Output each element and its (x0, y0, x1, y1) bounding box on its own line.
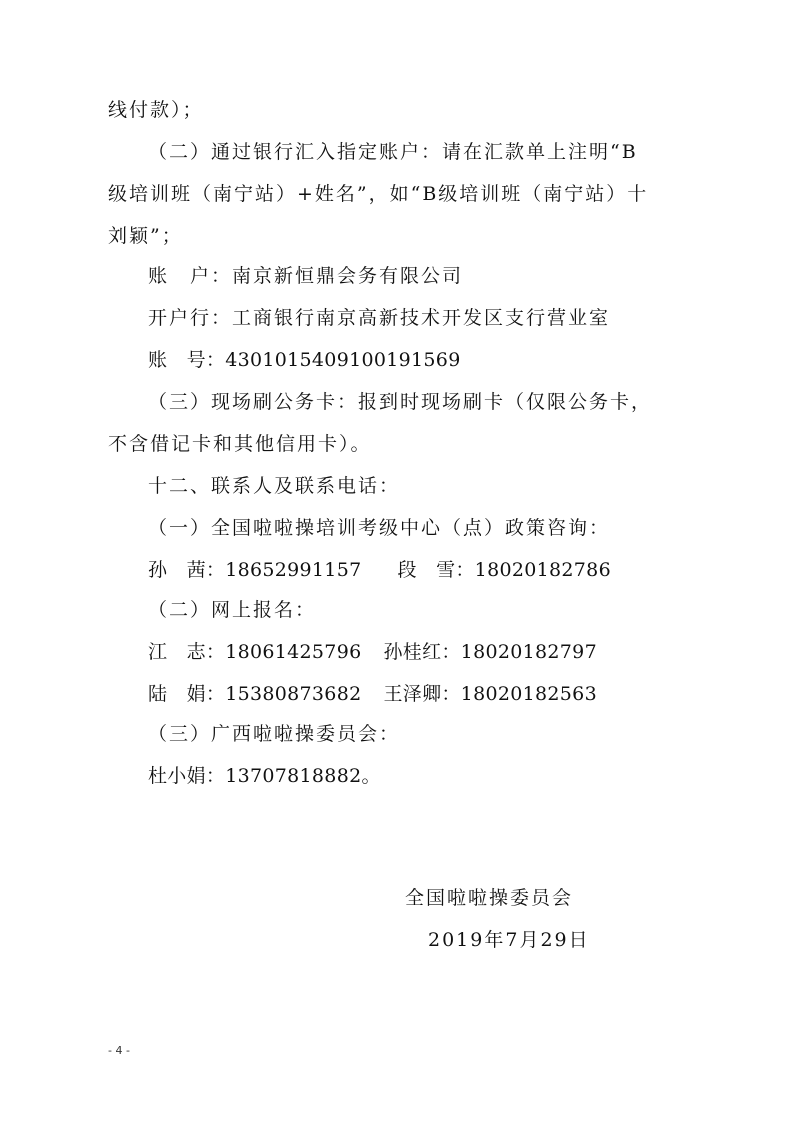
text-line-card-payment-cont: 不含借记卡和其他信用卡）。 (108, 433, 372, 455)
contact-sun-guihong: 孙桂红：18020182797 (383, 641, 597, 663)
signature-org: 全国啦啦操委员会 (405, 887, 574, 909)
contacts-guangxi-heading: （三）广西啦啦操委员会： (148, 723, 401, 745)
contact-du-xiaojuan: 杜小娟：13707818882。 (148, 765, 381, 787)
text-line-payment-end: 线付款）； (108, 99, 204, 121)
account-number: 账 号：4301015409100191569 (148, 349, 461, 371)
signature-date: 2019年7月29日 (428, 929, 590, 951)
contacts-row-3 (148, 682, 597, 706)
account-bank: 开户行：工商银行南京高新技术开发区支行营业室 (148, 307, 611, 329)
contacts-row-1 (148, 558, 611, 582)
contacts-row-2 (148, 640, 597, 664)
contact-sun-qian: 孙 茜：18652991157 (148, 559, 362, 581)
text-line-card-payment: （三）现场刷公务卡：报到时现场刷卡（仅限公务卡， (148, 391, 653, 413)
contact-lu-juan: 陆 娟：15380873682 (148, 683, 362, 705)
contact-duan-xue: 段 雪：18020182786 (397, 559, 611, 581)
text-line-bank-transfer-end: 刘颖”； (108, 225, 183, 247)
section-heading-contacts: 十二、联系人及联系电话： (148, 475, 401, 497)
account-name: 账 户：南京新恒鼎会务有限公司 (148, 265, 464, 287)
text-line-bank-transfer: （二）通过银行汇入指定账户：请在汇款单上注明“B (148, 141, 638, 163)
contact-wang-zeqing: 王泽卿：18020182563 (383, 683, 597, 705)
contacts-online-heading: （二）网上报名： (148, 599, 317, 621)
contact-jiang-zhi: 江 志：18061425796 (148, 641, 362, 663)
page-number: - 4 - (108, 1044, 130, 1057)
contacts-policy-heading: （一）全国啦啦操培训考级中心（点）政策咨询： (148, 517, 611, 539)
text-line-bank-transfer-cont: 级培训班（南宁站）+姓名”，如“B级培训班（南宁站）十 (108, 183, 649, 205)
